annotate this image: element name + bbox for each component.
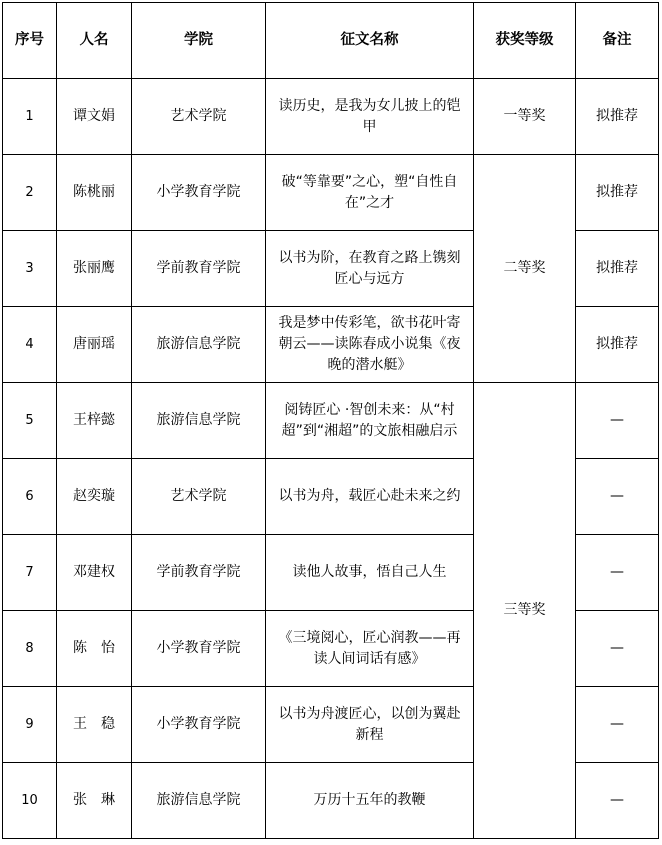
table-row [3,155,659,231]
row-essay-title: 以书为舟渡匠心，以创为翼赴新程 [266,687,474,763]
row-college: 学前教育学院 [132,535,266,611]
row-college: 小学教育学院 [132,155,266,231]
row-number: 3 [3,231,57,307]
row-note: — [576,687,659,763]
header-cell-title: 征文名称 [266,3,474,79]
award-level-second: 二等奖 [474,155,576,383]
award-table [2,2,659,839]
row-name: 陈桃丽 [57,155,132,231]
row-college: 艺术学院 [132,459,266,535]
row-number: 9 [3,687,57,763]
table-row [3,383,659,459]
row-number: 4 [3,307,57,383]
row-name: 张 琳 [57,763,132,839]
header-cell-college: 学院 [132,3,266,79]
row-name: 陈 怡 [57,611,132,687]
row-number: 1 [3,79,57,155]
row-college: 小学教育学院 [132,687,266,763]
row-note: — [576,763,659,839]
row-note: 拟推荐 [576,231,659,307]
row-note: — [576,535,659,611]
row-name: 赵奕璇 [57,459,132,535]
row-name: 邓建权 [57,535,132,611]
row-name: 王 稳 [57,687,132,763]
row-college: 旅游信息学院 [132,763,266,839]
row-number: 10 [3,763,57,839]
table-header-row [3,3,659,79]
row-college: 艺术学院 [132,79,266,155]
row-essay-title: 读历史，是我为女儿披上的铠甲 [266,79,474,155]
row-essay-title: 读他人故事，悟自己人生 [266,535,474,611]
row-name: 张丽鹰 [57,231,132,307]
award-level-third: 三等奖 [474,383,576,839]
row-college: 旅游信息学院 [132,307,266,383]
row-number: 2 [3,155,57,231]
row-college: 小学教育学院 [132,611,266,687]
row-note: — [576,383,659,459]
header-cell-no: 序号 [3,3,57,79]
header-cell-name: 人名 [57,3,132,79]
row-essay-title: 《三境阅心，匠心润教——再读人间词话有感》 [266,611,474,687]
header-cell-award: 获奖等级 [474,3,576,79]
row-note: 拟推荐 [576,79,659,155]
row-note: 拟推荐 [576,155,659,231]
row-note: 拟推荐 [576,307,659,383]
row-note: — [576,611,659,687]
row-note: — [576,459,659,535]
award-level-first: 一等奖 [474,79,576,155]
row-essay-title: 我是梦中传彩笔，欲书花叶寄朝云——读陈春成小说集《夜晚的潜水艇》 [266,307,474,383]
row-number: 8 [3,611,57,687]
row-essay-title: 以书为舟，载匠心赴未来之约 [266,459,474,535]
row-number: 6 [3,459,57,535]
row-essay-title: 阅铸匠心 ·智创未来：从“村超”到“湘超”的文旅相融启示 [266,383,474,459]
row-name: 谭文娟 [57,79,132,155]
header-cell-note: 备注 [576,3,659,79]
row-name: 王梓懿 [57,383,132,459]
row-college: 学前教育学院 [132,231,266,307]
row-essay-title: 以书为阶，在教育之路上镌刻匠心与远方 [266,231,474,307]
table-row [3,79,659,155]
row-number: 7 [3,535,57,611]
row-essay-title: 破“等靠要”之心，塑“自性自在”之才 [266,155,474,231]
row-college: 旅游信息学院 [132,383,266,459]
row-number: 5 [3,383,57,459]
row-essay-title: 万历十五年的教鞭 [266,763,474,839]
row-name: 唐丽瑶 [57,307,132,383]
